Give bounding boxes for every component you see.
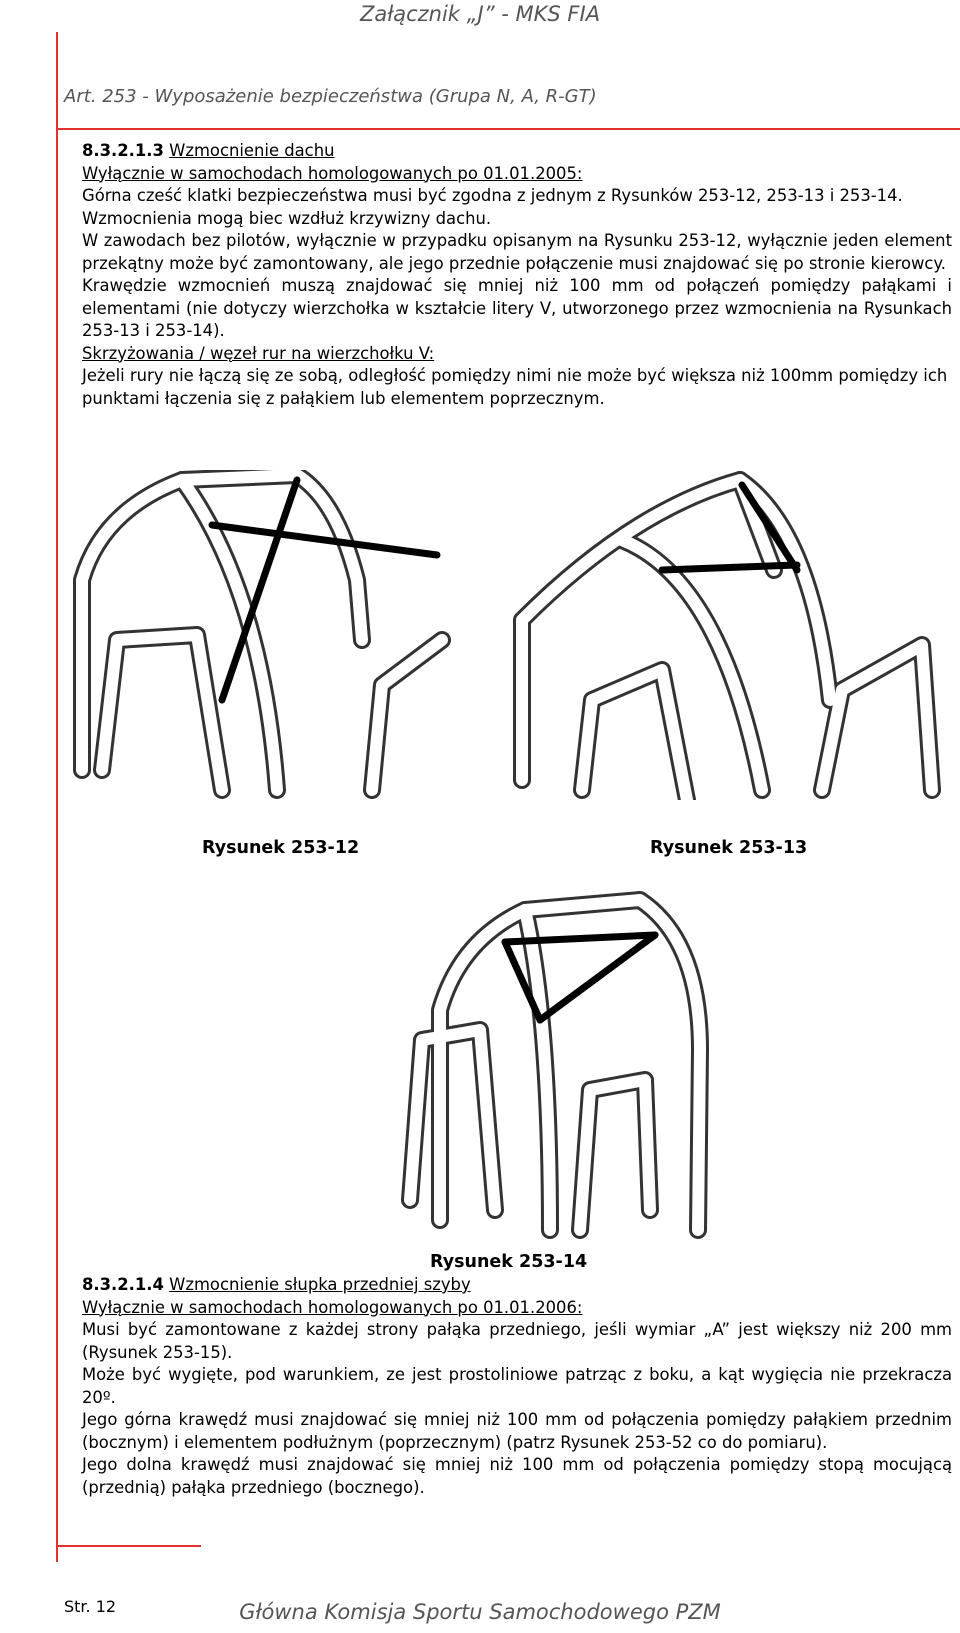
roll-cage-figure-253-13 bbox=[512, 470, 942, 800]
paragraph: Jego górna krawędź musi znajdować się mniej niż 100 mm od połączenia pomiędzy pałąkiem przednim (bocznym) i elementem podłużnym (poprzecznym) (patrz Rysunek 253-52 co do pomiaru). bbox=[82, 1410, 952, 1452]
homologation-note: Wyłącznie w samochodach homologowanych po 01.01.2005: bbox=[82, 163, 583, 183]
figure-caption: Rysunek 253-14 bbox=[430, 1252, 588, 1272]
margin-rule-vertical bbox=[56, 32, 58, 1562]
header-rule bbox=[56, 128, 960, 130]
paragraph: Może być wygięte, pod warunkiem, ze jest prostoliniowe patrząc z boku, a kąt wygięcia nie przekracza 20º. bbox=[82, 1365, 952, 1407]
paragraph: Wzmocnienia mogą biec wzdłuż krzywizny dachu. bbox=[82, 208, 492, 228]
footer-text: Główna Komisja Sportu Samochodowego PZM bbox=[239, 1600, 721, 1624]
paragraph: Jeżeli rury nie łączą się ze sobą, odległość pomiędzy nimi nie może być większa niż 100mm pomiędzy ich punktami łączenia się z pałąkiem lub elementem poprzecznym. bbox=[82, 366, 948, 408]
subheading: Skrzyżowania / węzeł rur na wierzchołku V: bbox=[82, 343, 435, 363]
homologation-note: Wyłącznie w samochodach homologowanych po 01.01.2006: bbox=[82, 1297, 583, 1317]
figure-caption: Rysunek 253-12 bbox=[202, 838, 360, 858]
page-number: Str. 12 bbox=[64, 1597, 117, 1616]
section-number: 8.3.2.1.4 bbox=[82, 1275, 164, 1294]
footer-rule bbox=[56, 1545, 201, 1547]
section-number: 8.3.2.1.3 bbox=[82, 141, 164, 160]
paragraph: W zawodach bez pilotów, wyłącznie w przypadku opisanym na Rysunku 253-12, wyłącznie jeden element przekątny może być zamontowany, ale jego przednie połączenie musi znajdować się po stronie kierowcy. bbox=[82, 231, 952, 273]
paragraph: Górna cześć klatki bezpieczeństwa musi być zgodna z jednym z Rysunków 253-12, 253-13 i 253-14. bbox=[82, 186, 903, 205]
roll-cage-figure-253-14 bbox=[400, 880, 730, 1240]
paragraph: Krawędzie wzmocnień muszą znajdować się mniej niż 100 mm od połączeń pomiędzy pałąkami i elementami (nie dotyczy wierzchołka w kształcie litery V, utworzonego przez wzmocnienia na Rysunkach 253-13 i 253-14). bbox=[82, 276, 952, 340]
paragraph: Musi być zamontowane z każdej strony pałąka przedniego, jeśli wymiar „A” jest większy niż 200 mm (Rysunek 253-15). bbox=[82, 1320, 952, 1362]
paragraph: Jego dolna krawędź musi znajdować się mniej niż 100 mm od połączenia pomiędzy stopą mocującą (przednią) pałąka przedniego (bocznego). bbox=[82, 1455, 952, 1497]
section-title: Wzmocnienie dachu bbox=[169, 141, 335, 160]
section-title: Wzmocnienie słupka przedniej szyby bbox=[169, 1275, 471, 1294]
section-8-3-2-1-4 bbox=[82, 1274, 952, 1499]
section-8-3-2-1-3 bbox=[82, 140, 952, 410]
figure-caption: Rysunek 253-13 bbox=[650, 838, 808, 858]
roll-cage-figure-253-12 bbox=[72, 470, 452, 800]
document-title: Załącznik „J” - MKS FIA bbox=[359, 2, 601, 26]
article-subtitle: Art. 253 - Wyposażenie bezpieczeństwa (Grupa N, A, R-GT) bbox=[64, 86, 597, 107]
